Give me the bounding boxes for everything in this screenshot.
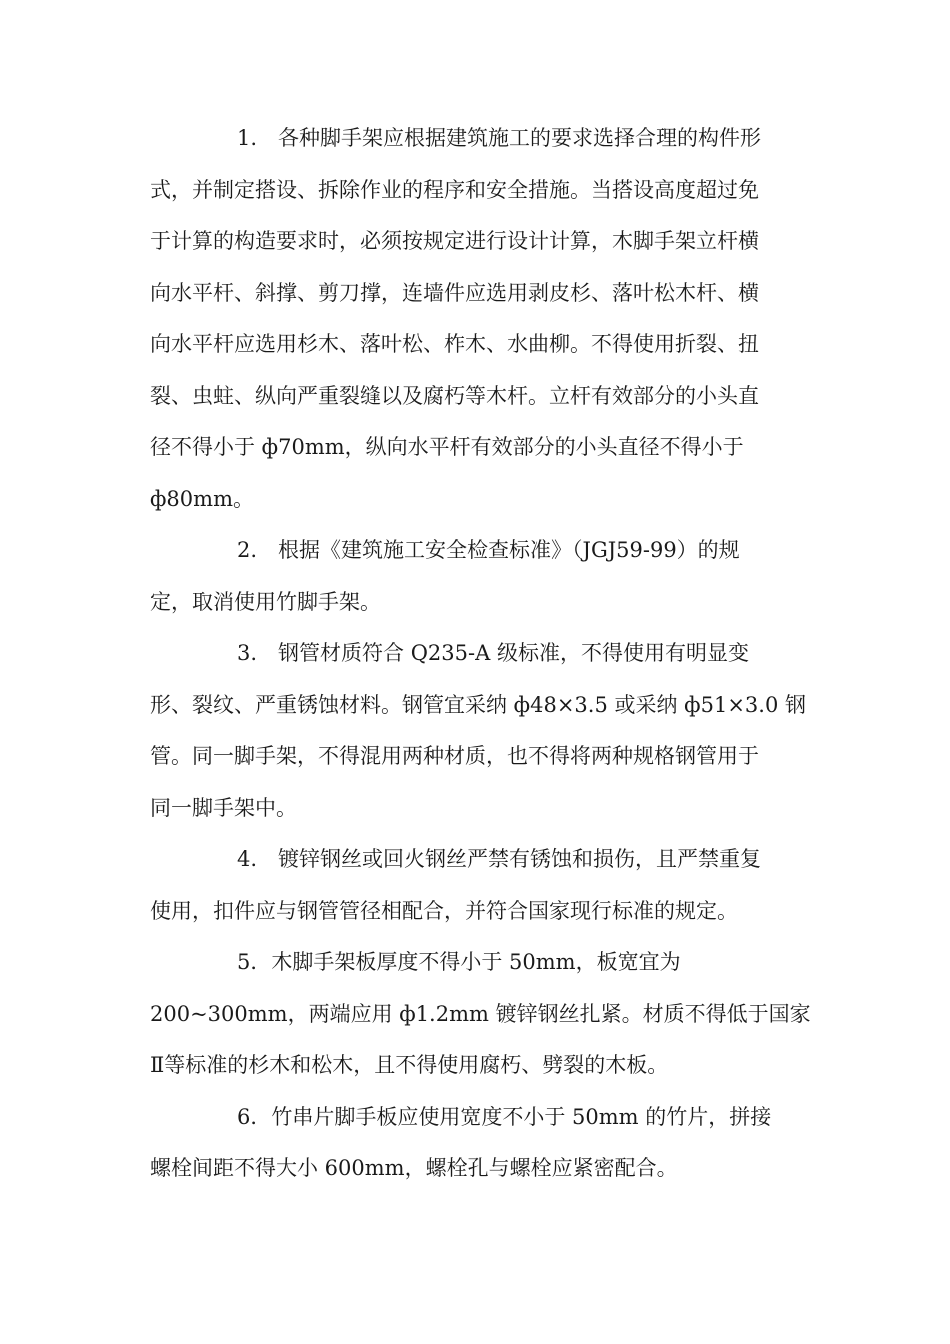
paragraph-line: 螺栓间距不得大小 600mm，螺栓孔与螺栓应紧密配合。 [150,1156,678,1180]
paragraph-line: 径不得小于 ф70mm，纵向水平杆有效部分的小头直径不得小于 [150,435,744,459]
paragraph-line: 管。同一脚手架，不得混用两种材质，也不得将两种规格钢管用于 [150,744,759,768]
paragraph-line: 形、裂纹、严重锈蚀材料。钢管宜采纳 ф48×3.5 或采纳 ф51×3.0 钢 [150,693,807,717]
paragraph-line: 定，取消使用竹脚手架。 [150,590,381,614]
paragraph-line: 于计算的构造要求时，必须按规定进行设计计算，木脚手架立杆横 [150,229,759,253]
paragraph-line: 6．竹串片脚手板应使用宽度不小于 50mm 的竹片，拼接 [237,1105,772,1129]
paragraph-line: 式，并制定搭设、拆除作业的程序和安全措施。当搭设高度超过免 [150,178,759,202]
paragraph-line: 裂、虫蛀、纵向严重裂缝以及腐朽等木杆。立杆有效部分的小头直 [150,384,759,408]
paragraph-line: 3. 钢管材质符合 Q235-A 级标准，不得使用有明显变 [237,641,749,665]
paragraph-line: 同一脚手架中。 [150,796,297,820]
paragraph-line: 使用，扣件应与钢管管径相配合，并符合国家现行标准的规定。 [150,899,738,923]
paragraph-line: 1. 各种脚手架应根据建筑施工的要求选择合理的构件形 [237,126,762,150]
paragraph-line: Ⅱ等标准的杉木和松木，且不得使用腐朽、劈裂的木板。 [150,1053,669,1077]
paragraph-line: 2. 根据《建筑施工安全检查标准》（JGJ59-99）的规 [237,538,740,562]
paragraph-line: 4. 镀锌钢丝或回火钢丝严禁有锈蚀和损伤，且严禁重复 [237,847,762,871]
paragraph-line: 200~300mm，两端应用 ф1.2mm 镀锌钢丝扎紧。材质不得低于国家 [150,1002,811,1026]
paragraph-line: 5．木脚手架板厚度不得小于 50mm，板宽宜为 [237,950,681,974]
paragraph-line: ф80mm。 [150,487,254,511]
paragraph-line: 向水平杆应选用杉木、落叶松、柞木、水曲柳。不得使用折裂、扭 [150,332,759,356]
paragraph-line: 向水平杆、斜撑、剪刀撑，连墙件应选用剥皮杉、落叶松木杆、横 [150,281,759,305]
